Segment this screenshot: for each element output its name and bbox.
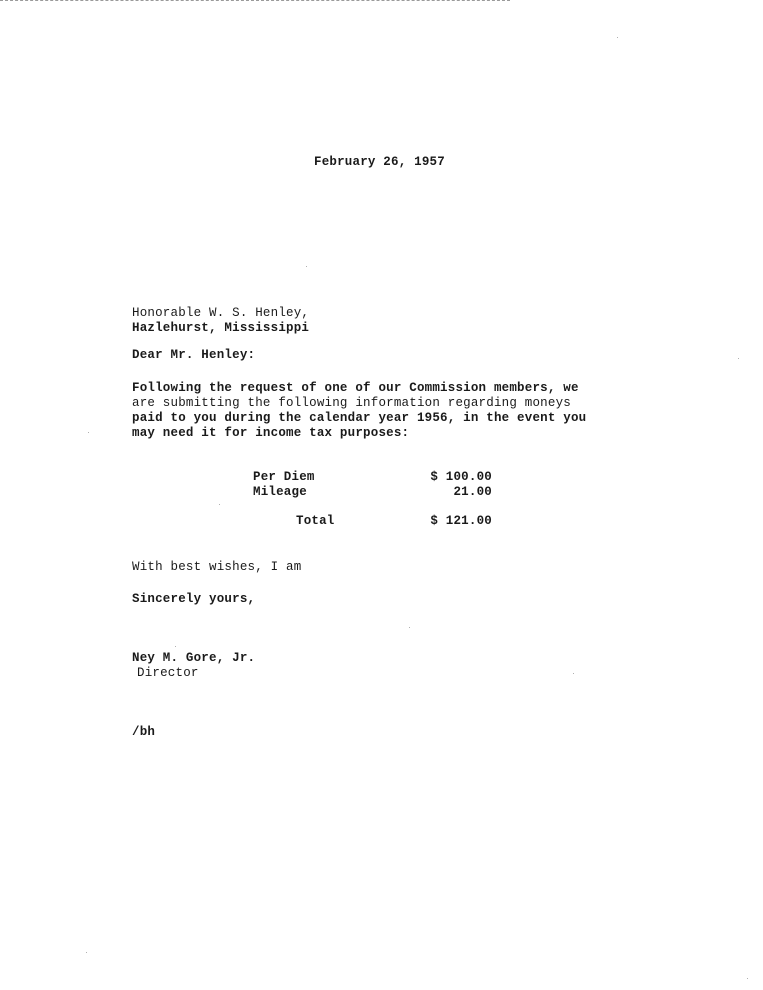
payment-amount-per-diem: $ 100.00: [430, 470, 492, 484]
payment-amount-mileage: 21.00: [453, 485, 492, 499]
signer-title: Director: [137, 666, 199, 680]
recipient-name: Honorable W. S. Henley,: [132, 306, 310, 320]
scan-speck: [409, 627, 410, 628]
scan-speck: [86, 952, 87, 953]
body-line: are submitting the following information regarding moneys: [132, 396, 571, 410]
closing-line: With best wishes, I am: [132, 560, 302, 574]
letter-date: February 26, 1957: [314, 155, 445, 169]
reference-initials: /bh: [132, 725, 156, 739]
scan-speck: [88, 432, 89, 433]
complimentary-close: Sincerely yours,: [132, 592, 256, 606]
signer-name: Ney M. Gore, Jr.: [132, 651, 256, 665]
body-line: may need it for income tax purposes:: [132, 426, 410, 440]
scan-speck: [747, 978, 748, 979]
top-dashed-border: [0, 0, 510, 1]
body-line: Following the request of one of our Commission members, we: [132, 381, 579, 395]
payment-total-label: Total: [296, 514, 335, 528]
payment-label-per-diem: Per Diem: [253, 470, 315, 484]
scan-speck: [175, 646, 176, 647]
scan-speck: [573, 673, 574, 674]
scan-speck: [306, 266, 307, 267]
body-line: paid to you during the calendar year 1956, in the event you: [132, 411, 587, 425]
recipient-address: [132, 306, 309, 336]
salutation: Dear Mr. Henley:: [132, 348, 256, 362]
payment-label-mileage: Mileage: [253, 485, 307, 499]
payment-total-amount: $ 121.00: [430, 514, 492, 528]
letter-body: [132, 381, 586, 441]
scan-speck: [738, 358, 739, 359]
scan-speck: [219, 504, 220, 505]
scan-speck: [617, 37, 618, 38]
recipient-city: Hazlehurst, Mississippi: [132, 321, 310, 335]
